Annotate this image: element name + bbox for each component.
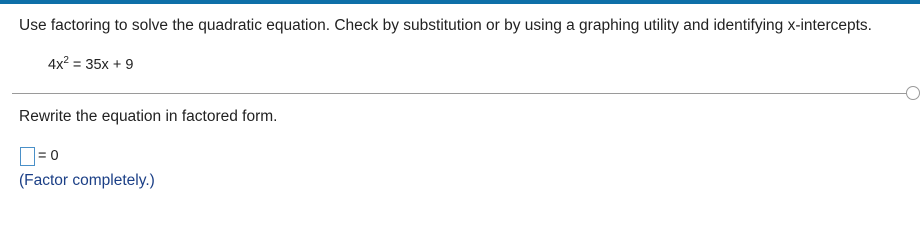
part-prompt: Rewrite the equation in factored form.: [19, 108, 278, 125]
question-instruction: Use factoring to solve the quadratic equation. Check by substitution or by using a graphing utility and identifying x-intercepts.: [19, 17, 872, 34]
divider-handle[interactable]: [906, 86, 920, 100]
equation-rhs: = 35x + 9: [68, 57, 134, 73]
top-accent-bar: [0, 0, 920, 4]
factor-hint: (Factor completely.): [19, 172, 155, 189]
equation-lhs-base: 4x: [48, 57, 64, 73]
equation-exponent: 2: [63, 55, 69, 66]
equals-zero-label: = 0: [38, 148, 59, 164]
answer-input-box[interactable]: [20, 147, 35, 166]
section-divider: [12, 93, 910, 94]
quadratic-equation: [48, 57, 133, 73]
answer-row: [20, 145, 59, 167]
